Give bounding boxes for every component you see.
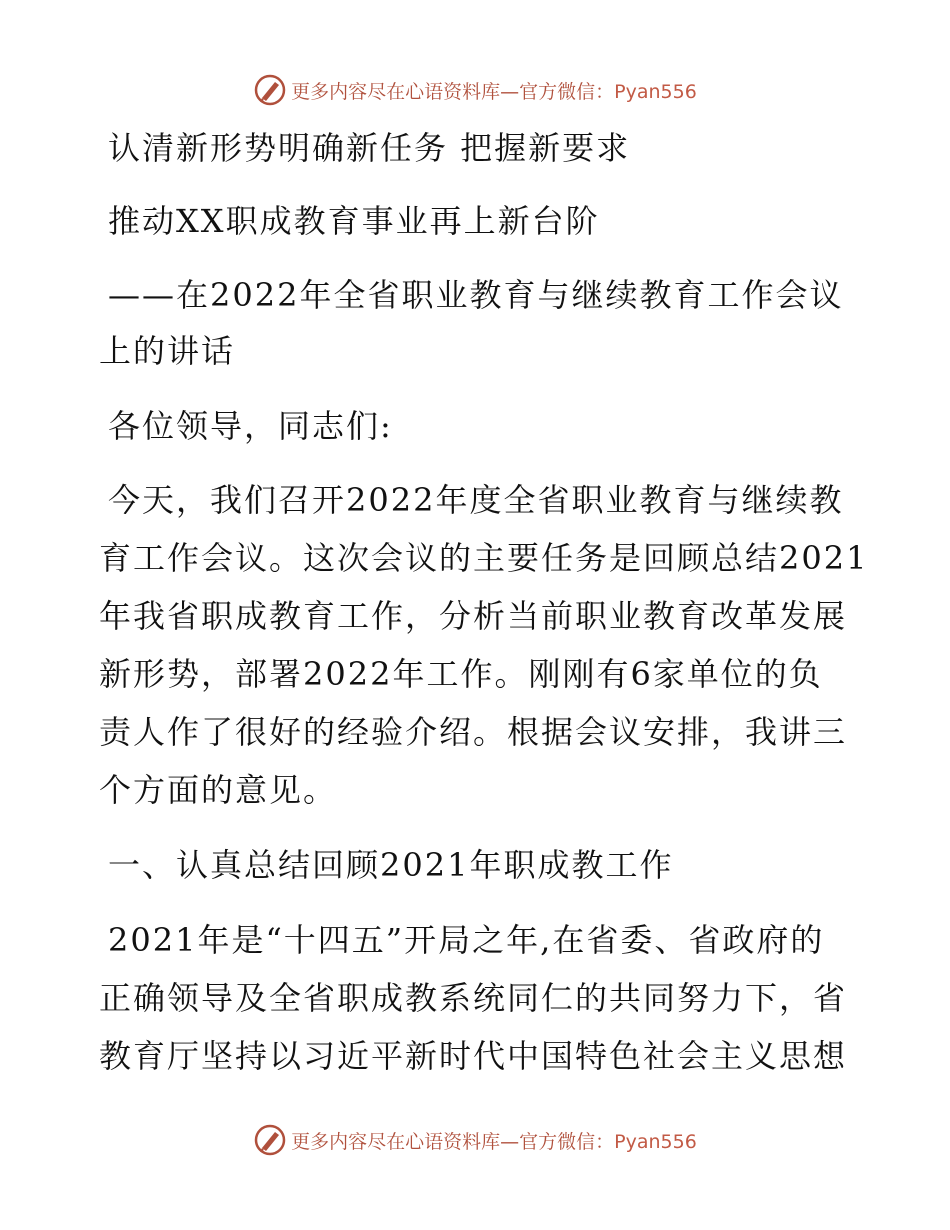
title-line-2: 推动XX职成教育事业再上新台阶 [108,202,600,240]
paragraph-1-line: 育工作会议。这次会议的主要任务是回顾总结2021 [99,539,869,577]
section-heading-1: 一、认真总结回顾2021年职成教工作 [108,846,674,884]
paragraph-1-line: 新形势，部署2022年工作。刚刚有6家单位的负 [99,655,823,693]
paragraph-2-line: 教育厅坚持以习近平新时代中国特色社会主义思想 [99,1037,848,1075]
pen-logo-icon [253,1123,287,1157]
title-line-1: 认清新形势明确新任务 把握新要求 [108,129,631,167]
subtitle-line-1: ——在2022年全省职业教育与继续教育工作会议 [108,276,844,314]
watermark-text: 更多内容尽在心语资料库—官方微信：Pyan556 [291,80,697,103]
paragraph-1-line: 个方面的意见。 [99,771,338,809]
subtitle-line-2: 上的讲话 [99,332,236,370]
paragraph-2-line: 2021年是“十四五”开局之年,在省委、省政府的 [108,921,825,959]
salutation: 各位领导，同志们: [108,407,393,445]
paragraph-2-line: 正确领导及全省职成教系统同仁的共同努力下，省 [99,979,848,1017]
watermark-text: 更多内容尽在心语资料库—官方微信：Pyan556 [291,1130,697,1153]
watermark-banner-bottom [0,1120,950,1160]
pen-logo-icon [253,73,287,107]
paragraph-1-line: 年我省职成教育工作，分析当前职业教育改革发展 [99,597,848,635]
paragraph-1-line: 责人作了很好的经验介绍。根据会议安排，我讲三 [99,713,848,751]
paragraph-1-line: 今天，我们召开2022年度全省职业教育与继续教 [108,481,844,519]
watermark-banner-top [0,70,950,110]
